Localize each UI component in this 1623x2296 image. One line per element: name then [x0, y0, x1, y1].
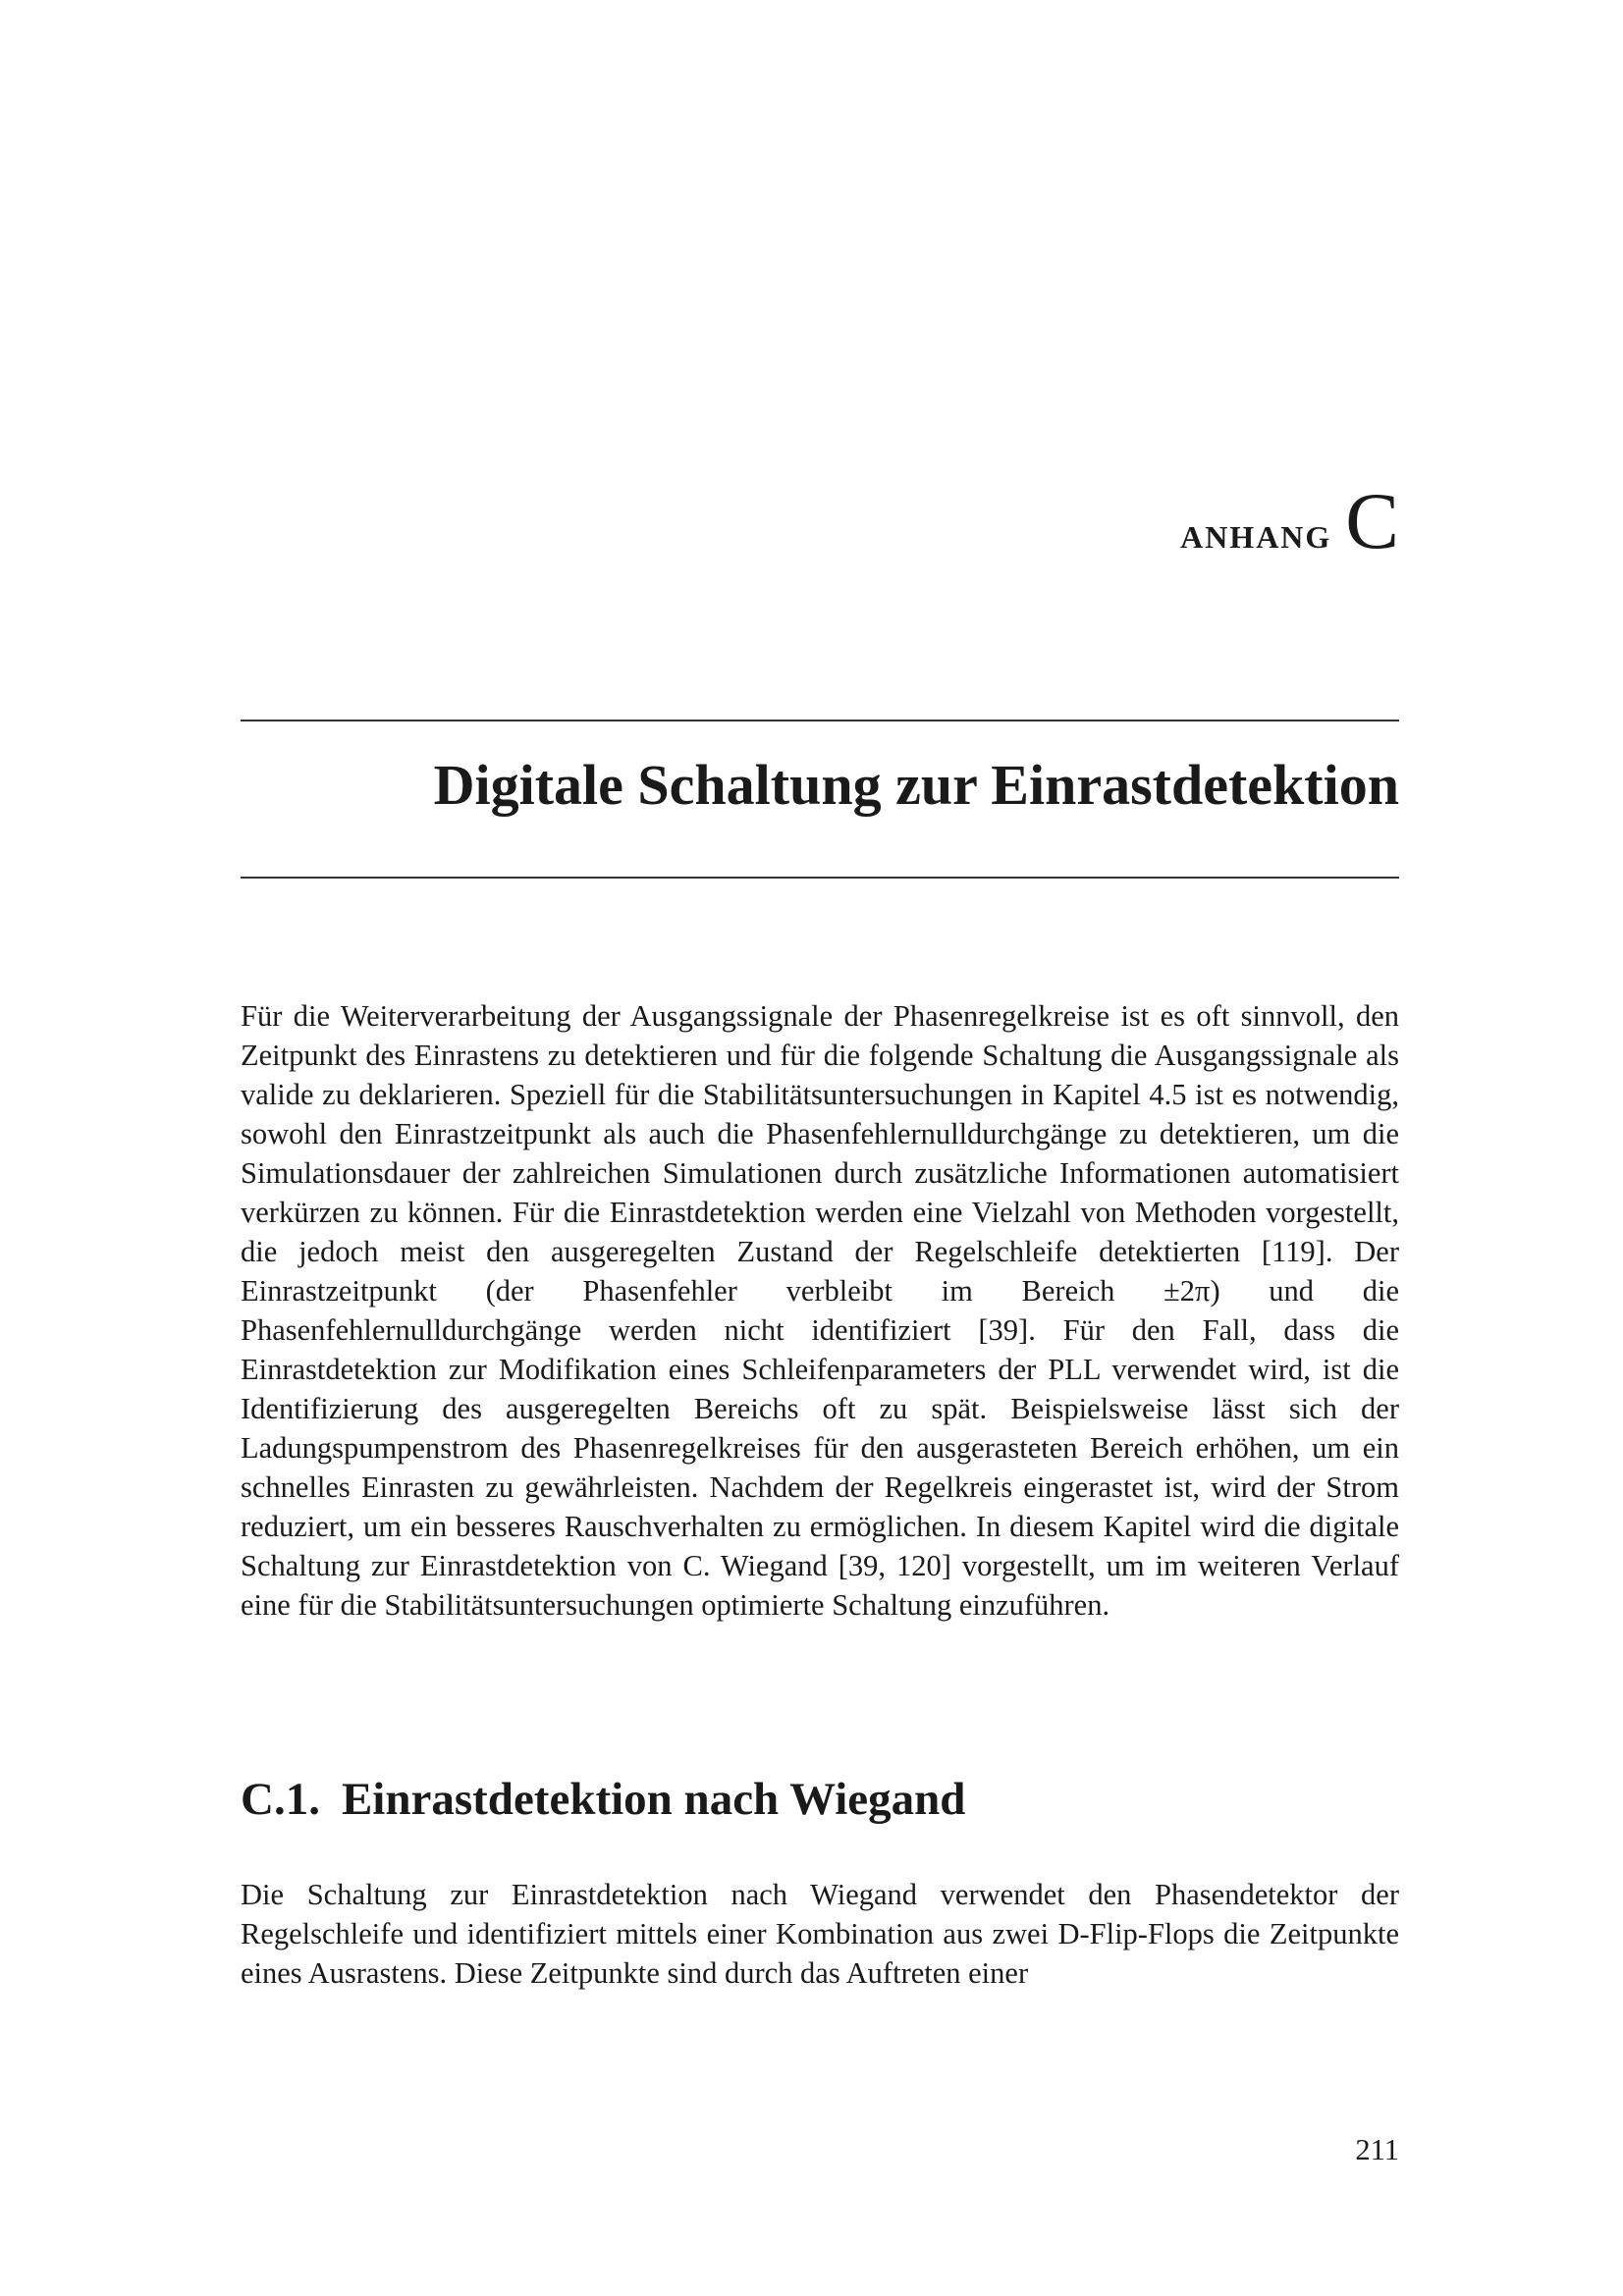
intro-paragraph: Für die Weiterverarbeitung der Ausgangssignale der Phasenregelkreise ist es oft sinnvoll, den Zeitpunkt des Einrastens zu detektieren und für die folgende Schaltung die Ausgangssignale als valide zu deklarieren. Speziell für die Stabilitätsuntersuchungen in Kapitel 4.5 ist es notwendig, sowohl den Einrastzeitpunkt als auch die Phasenfehlernulldurchgänge zu detektieren, um die Simulationsdauer der zahlreichen Simulationen durch zusätzliche Informationen automatisiert verkürzen zu können. Für die Einrastdetektion werden eine Vielzahl von Methoden vorgestellt, die jedoch meist den ausgeregelten Zustand der Regelschleife detektierten [119]. Der Einrastzeitpunkt (der Phasenfehler verbleibt im Bereich ±2π) und die Phasenfehlernulldurchgänge werden nicht identifiziert [39]. Für den Fall, dass die Einrastdetektion zur Modifikation eines Schleifenparameters der PLL verwendet wird, ist die Identifizierung des ausgeregelten Bereichs oft zu spät. Beispielsweise lässt sich der Ladungspumpenstrom des Phasenregelkreises für den ausgerasteten Bereich erhöhen, um ein schnelles Einrasten zu gewährleisten. Nachdem der Regelkreis eingerastet ist, wird der Strom reduziert, um ein besseres Rauschverhalten zu ermöglichen. In diesem Kapitel wird die digitale Schaltung zur Einrastdetektion von C. Wiegand [39, 120] vorgestellt, um im weiteren Verlauf eine für die Stabilitätsuntersuchungen optimierte Schaltung einzuführen.	[241, 999, 1399, 1622]
chapter-prefix: anhang	[1180, 507, 1332, 558]
page-number: 211	[1355, 2133, 1399, 2166]
section-paragraph: Die Schaltung zur Einrastdetektion nach Wiegand verwendet den Phasendetektor der Regelschleife und identifiziert mittels einer Kombination aus zwei D-Flip-Flops die Zeitpunkte eines Ausrastens. Diese Zeitpunkte sind durch das Auftreten einer	[241, 1878, 1399, 1990]
chapter-title: Digitale Schaltung zur Einrastdetektion	[433, 753, 1399, 817]
section-heading	[241, 1775, 965, 1826]
title-rule-bottom	[241, 877, 1399, 879]
chapter-heading	[1180, 476, 1399, 565]
chapter-letter: C	[1345, 476, 1399, 565]
section-title: Einrastdetektion nach Wiegand	[341, 1774, 966, 1825]
title-rule-top	[241, 720, 1399, 721]
section-number: C.1.	[241, 1774, 320, 1825]
